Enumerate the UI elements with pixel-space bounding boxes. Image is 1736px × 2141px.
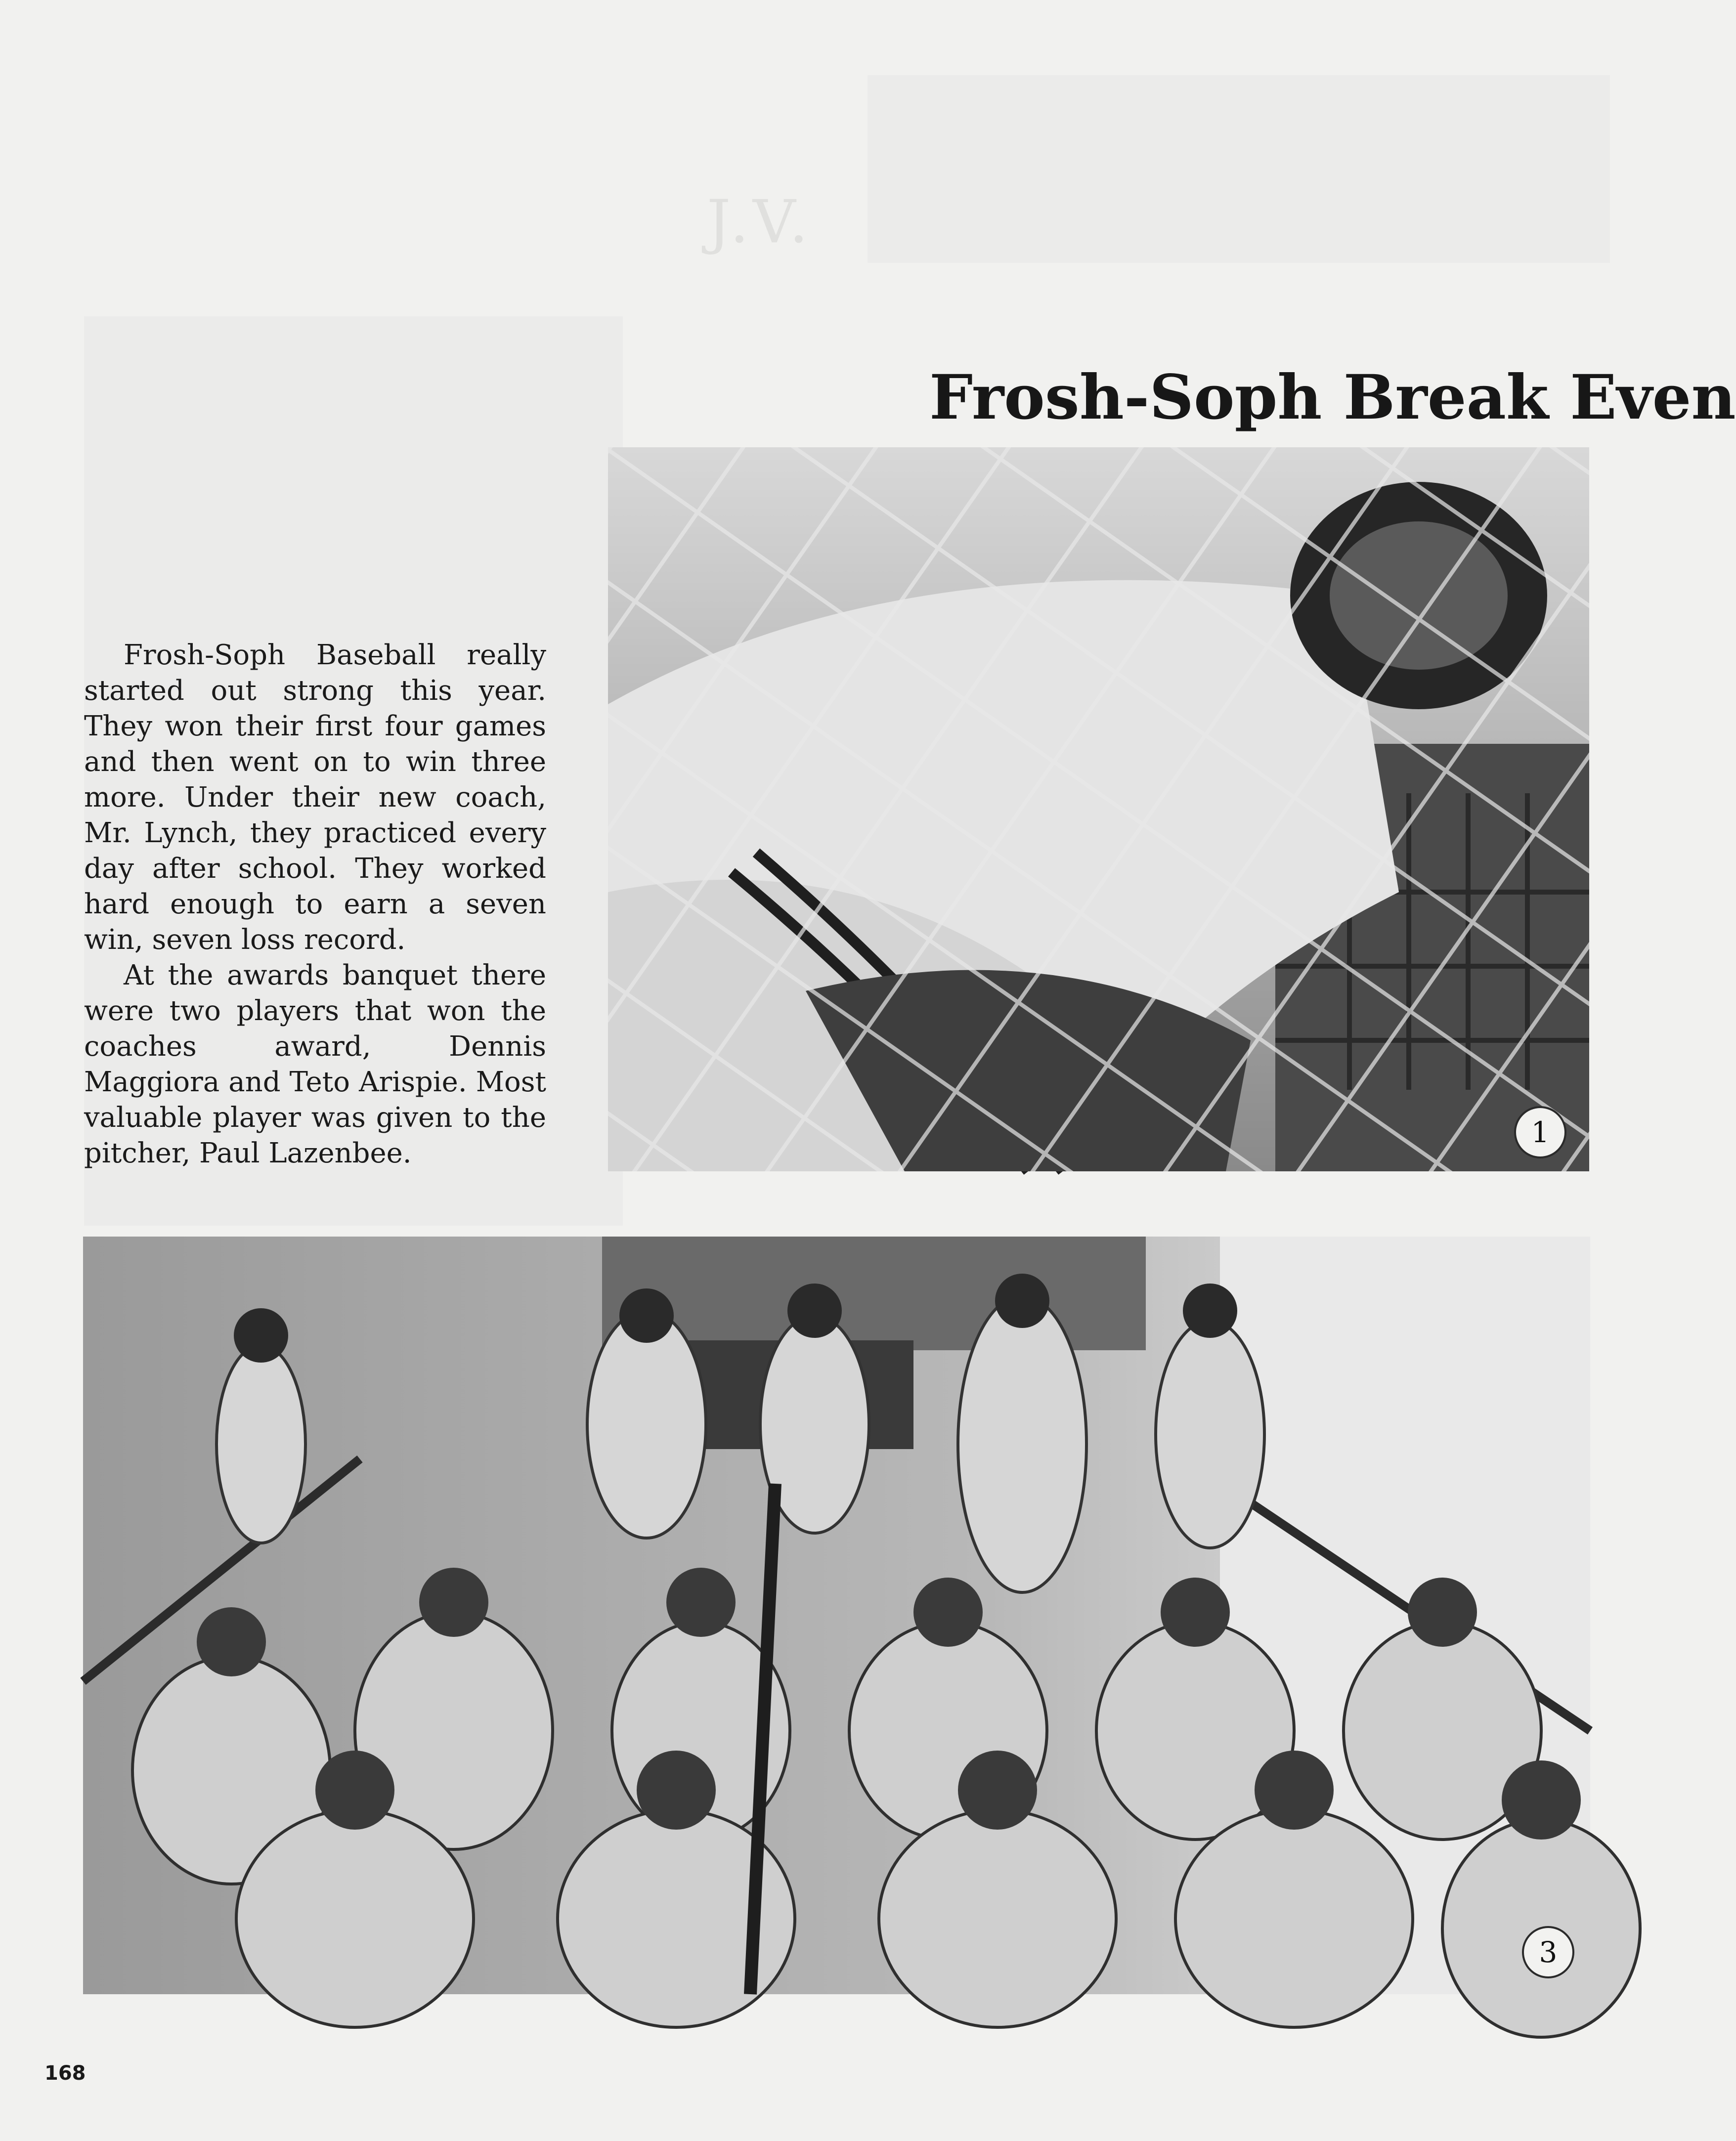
article-paragraph: At the awards banquet there were two players that won the coaches award, Dennis Maggiora and Teto Arispie. Most valuable player was given to the pitcher, Paul Lazenbee. <box>84 959 546 1169</box>
article-paragraph: Frosh-Soph Baseball really started out strong this year. They won their first four games and then went on to win three more. Under their new coach, Mr. Lynch, they practiced every day after school. They worked hard enough to earn a seven win, seven loss record. <box>84 639 546 956</box>
page-title: Frosh-Soph Break Even <box>929 362 1736 434</box>
background-panel <box>868 75 1610 263</box>
faint-bleed-through: J.V. <box>707 188 812 257</box>
photo-number-badge: 1 <box>1516 1108 1564 1156</box>
photo-number-badge: 3 <box>1524 1928 1572 1976</box>
catcher-photo-illustration <box>608 447 1589 1171</box>
photo-team <box>83 1237 1590 1994</box>
photo-catcher <box>608 447 1589 1171</box>
article-body <box>84 638 546 1171</box>
team-photo-illustration <box>83 1237 1590 1994</box>
page-number: 168 <box>44 2062 86 2085</box>
